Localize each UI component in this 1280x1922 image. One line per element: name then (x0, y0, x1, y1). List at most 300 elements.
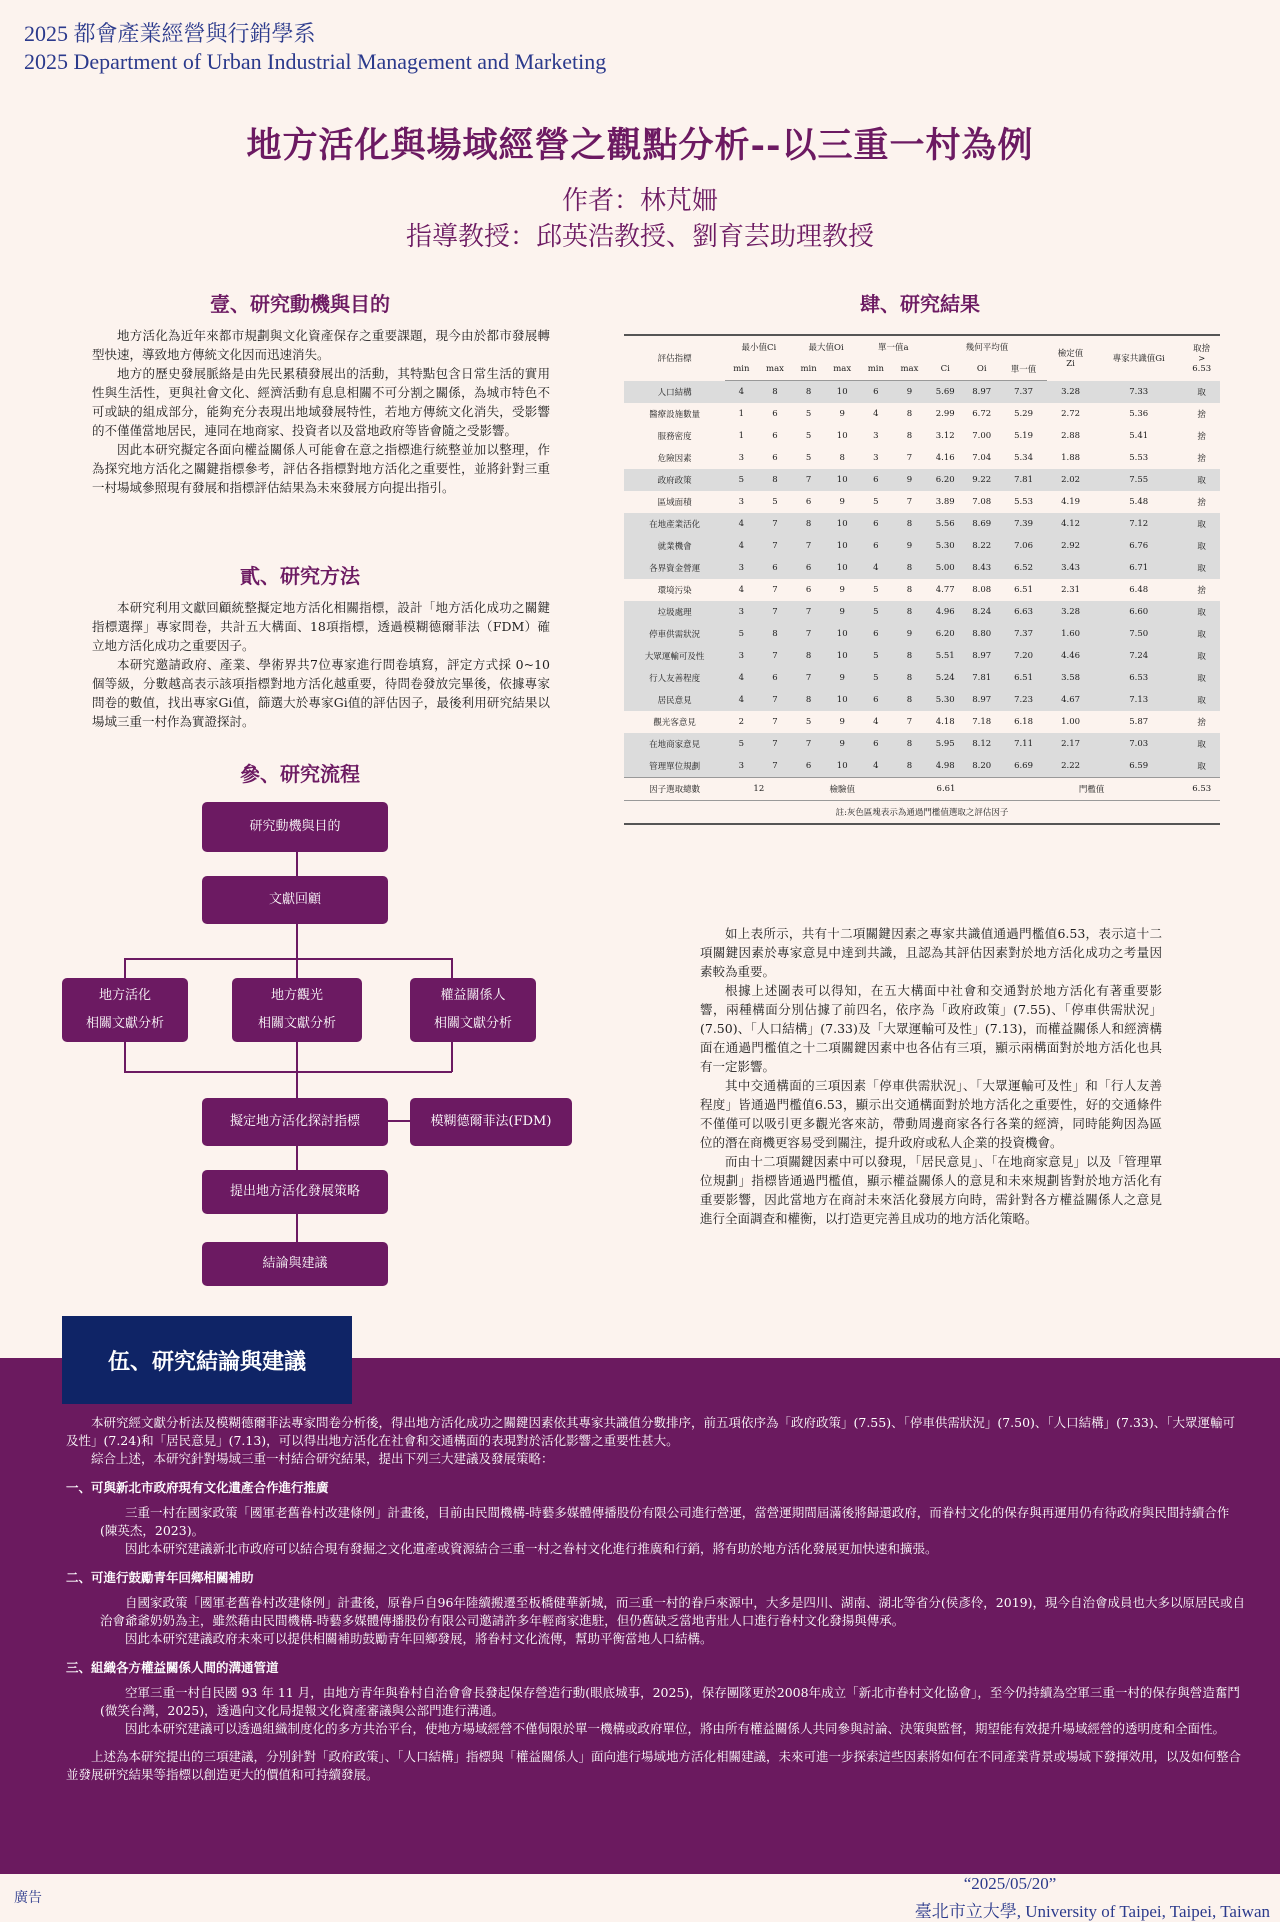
table-cell: 10 (825, 557, 860, 579)
table-cell: 10 (825, 645, 860, 667)
table-cell: 1.00 (1061, 717, 1081, 727)
s5-item-3-heading: 三、組織各方權益關係人間的溝通管道 (66, 1660, 279, 1675)
flow-label: 相關文獻分析 (433, 1016, 512, 1031)
th-max: max (892, 358, 927, 381)
table-cell: 4 (873, 717, 879, 727)
table-cell: 5 (805, 409, 812, 419)
table-row (624, 425, 1220, 447)
th-minci: 最小值Ci (741, 343, 777, 353)
results-table-wrap (624, 334, 1220, 825)
th-min: min (860, 358, 892, 381)
table-cell: 2.88 (1061, 431, 1081, 441)
table-cell: 捨 (1197, 498, 1206, 508)
table-cell: 8 (906, 585, 913, 595)
table-cell-indicator: 在地產業活化 (624, 513, 725, 535)
table-cell: 4.98 (927, 755, 964, 778)
table-cell: 9 (839, 409, 845, 419)
th-test-label: 檢定值 (1057, 349, 1084, 360)
table-cell: 7 (906, 717, 913, 727)
table-cell: 2 (738, 717, 745, 727)
table-cell: 7 (906, 497, 913, 507)
table-cell: 捨 (1197, 586, 1206, 596)
table-cell: 5 (860, 601, 892, 623)
table-cell: 取 (1183, 733, 1220, 755)
table-row (624, 557, 1220, 579)
foot-label: 因子選取總數 (624, 778, 725, 801)
table-cell: 7 (792, 601, 824, 623)
table-cell: 5.87 (1129, 717, 1149, 727)
table-cell: 2.31 (1061, 585, 1081, 595)
table-cell: 8.69 (963, 513, 1000, 535)
table-cell: 捨 (1197, 410, 1206, 420)
table-cell: 3.89 (935, 497, 955, 507)
table-cell-indicator: 管理單位規劃 (624, 755, 725, 778)
table-cell: 6 (772, 453, 778, 463)
table-cell: 5.30 (927, 535, 964, 557)
table-cell: 5 (873, 585, 879, 595)
table-cell: 3.43 (1047, 557, 1094, 579)
th-geo: 幾何平均值 (965, 343, 1009, 353)
table-cell: 8 (792, 645, 824, 667)
table-cell: 捨 (1197, 718, 1206, 728)
table-cell: 4 (725, 667, 757, 689)
table-cell: 5.36 (1129, 409, 1149, 419)
table-cell: 1 (738, 431, 745, 441)
table-cell: 8 (792, 381, 824, 404)
table-cell: 8.80 (963, 623, 1000, 645)
table-cell: 7.33 (1094, 381, 1183, 404)
table-cell: 取 (1183, 513, 1220, 535)
table-cell: 7 (792, 733, 824, 755)
table-cell: 3.28 (1047, 601, 1094, 623)
table-cell: 9 (892, 535, 927, 557)
table-cell: 5.30 (927, 689, 964, 711)
section-5-body (66, 1414, 1246, 1784)
table-cell: 4 (725, 381, 757, 404)
table-cell: 8.97 (963, 645, 1000, 667)
th-min: min (725, 358, 757, 381)
table-cell: 6.69 (1000, 755, 1047, 778)
table-cell: 捨 (1197, 454, 1206, 464)
table-cell: 6 (860, 381, 892, 404)
table-row (624, 579, 1220, 601)
table-cell: 6 (860, 689, 892, 711)
flow-label: 地方活化 (98, 988, 151, 1003)
table-cell: 5 (725, 623, 757, 645)
table-cell: 2.72 (1061, 409, 1081, 419)
table-cell: 5 (772, 497, 778, 507)
table-cell: 8 (906, 431, 913, 441)
table-cell: 6.53 (1094, 667, 1183, 689)
table-cell-indicator: 停車供需狀況 (624, 623, 725, 645)
table-cell: 8 (892, 755, 927, 778)
s5-item-1-heading: 一、可與新北市政府現有文化遺產合作進行推廣 (66, 1480, 329, 1495)
table-cell: 8 (892, 557, 927, 579)
s5-intro-1: 本研究經文獻分析法及模糊德爾菲法專家問卷分析後，得出地方活化成功之關鍵因素依其專家共識值分數排序，前五項依序為「政府政策」(7.55)、「停車供需狀況」(7.50)、「人口結構」(7.33)、「大眾運輸可及性」(7.24)和「居民意見」(7.13)，可以得出地方活化在社會和交通構面的表現對於活化影響之重要性甚大。 (66, 1415, 1236, 1448)
table-cell: 5.48 (1129, 497, 1149, 507)
table-cell: 5.00 (927, 557, 964, 579)
table-cell: 4 (873, 409, 879, 419)
table-cell: 5 (725, 469, 757, 491)
table-cell: 8.08 (972, 585, 992, 595)
poster-title: 地方活化與場域經營之觀點分析--以三重一村為例 (246, 125, 1034, 166)
table-cell: 8.97 (963, 689, 1000, 711)
table-cell: 7 (758, 689, 793, 711)
table-cell: 7.03 (1094, 733, 1183, 755)
table-cell: 6 (758, 667, 793, 689)
table-cell: 7 (792, 469, 824, 491)
th-max: max (758, 358, 793, 381)
s4-para-2: 根據上述圖表可以得知，在五大構面中社會和交通對於地方活化有著重要影響，兩種構面分別佔據了前四名，依序為「政府政策」(7.55)、「停車供需狀況」(7.50)、「人口結構」(7.33)及「大眾運輸可及性」(7.13)，而權益關係人和經濟構面在通過門檻值之十二項關鍵因素中也各佔有三項，顯示兩構面對於地方活化也具有一定影響。 (700, 983, 1162, 1074)
table-cell: 2.99 (935, 409, 955, 419)
table-cell: 取 (1183, 535, 1220, 557)
table-cell: 5.69 (927, 381, 964, 404)
table-cell: 7.39 (1000, 513, 1047, 535)
table-cell: 4.96 (927, 601, 964, 623)
th-indicator: 評估指標 (657, 354, 692, 365)
table-cell: 7.13 (1094, 689, 1183, 711)
s4-para-4: 而由十二項關鍵因素中可以發現，「居民意見」、「在地商家意見」以及「管理單位規劃」指標皆通過門檻值，顯示權益關係人的意見和未來規劃皆對於地方活化有重要影響，因此當地方在商討未來活化發展方向時，需針對各方權益關係人之意見進行全面調查和權衡，以打造更完善且成功的地方活化策略。 (700, 1154, 1162, 1226)
table-cell: 6.63 (1000, 601, 1047, 623)
th-gt: > (1198, 354, 1206, 365)
flow-connector (451, 958, 453, 978)
table-cell: 10 (825, 381, 860, 404)
table-cell-indicator: 危險因素 (657, 454, 692, 464)
flow-connector (386, 1120, 410, 1122)
s2-para-2: 本研究邀請政府、產業、學術界共7位專家進行問卷填寫，評定方式採 0~10個等級，分數越高表示該項指標對地方活化越重要，待問卷發放完畢後，依據專家問卷的數值，找出專家Gi值，篩選大於專家Gi值的評估因子，最後利用研究結果以場域三重一村作為實證探討。 (92, 657, 550, 729)
table-cell: 7.20 (1000, 645, 1047, 667)
table-cell: 7.24 (1094, 645, 1183, 667)
flow-step-indicators: 擬定地方活化探討指標 (202, 1098, 388, 1146)
table-cell: 10 (825, 689, 860, 711)
table-cell: 8.43 (963, 557, 1000, 579)
table-cell: 8 (839, 453, 845, 463)
table-cell-indicator: 醫療設施數量 (649, 410, 701, 420)
table-cell: 8 (892, 733, 927, 755)
flow-step-fdm: 模糊德爾菲法(FDM) (410, 1098, 572, 1146)
table-cell-indicator: 觀光客意見 (653, 718, 696, 728)
table-cell: 10 (825, 469, 860, 491)
flow-step-revitalization-lit (62, 978, 188, 1042)
table-cell-indicator: 居民意見 (624, 689, 725, 711)
foot-test-label: 檢驗值 (792, 778, 892, 801)
table-cell: 4.16 (935, 453, 955, 463)
table-cell: 5.41 (1129, 431, 1149, 441)
foot-thr-val: 6.53 (1183, 778, 1220, 801)
table-cell: 8.97 (963, 381, 1000, 404)
th-thr: 6.53 (1192, 364, 1212, 375)
table-cell: 4.77 (935, 585, 955, 595)
table-cell: 5.51 (927, 645, 964, 667)
table-cell: 6.60 (1094, 601, 1183, 623)
table-cell: 取 (1183, 755, 1220, 778)
table-cell: 7.00 (972, 431, 992, 441)
table-cell: 3.28 (1047, 381, 1094, 404)
table-cell: 捨 (1197, 432, 1206, 442)
flow-connector (451, 1042, 453, 1072)
s1-para-1: 地方活化為近年來都市規劃與文化資產保存之重要課題，現今由於都市發展轉型快速，導致地方傳統文化因而迅速消失。 (92, 328, 550, 362)
dept-zh: 2025 都會產業經營與行銷學系 (24, 21, 316, 46)
flow-connector (124, 1071, 452, 1073)
table-cell: 9 (825, 733, 860, 755)
th-zi: Zi (1066, 359, 1075, 370)
flow-step-strategy: 提出地方活化發展策略 (202, 1170, 388, 1214)
table-cell: 9.22 (963, 469, 1000, 491)
foot-test-val: 6.61 (892, 778, 1000, 801)
s5-item-2-para: 自國家政策「國軍老舊眷村改建條例」計畫後，原眷戶自96年陸續搬遷至板橋健華新城，而三重一村的眷戶來源中，大多是四川、湖南、湖北等省分(侯彥伶，2019)，現今自治會成員也大多以原居民或自治會爺爺奶奶為主，雖然藉由民間機構-時藝多媒體傳播股份有限公司邀請許多年輕商家進駐，但仍舊缺乏當地青壯人口進行眷村文化發揚與傳承。 (100, 1595, 1245, 1628)
table-cell: 10 (836, 431, 848, 441)
table-cell: 9 (892, 469, 927, 491)
table-cell: 4.46 (1047, 645, 1094, 667)
table-cell: 5 (873, 497, 879, 507)
table-cell: 8 (792, 689, 824, 711)
table-cell: 8 (758, 381, 793, 404)
flow-label: 相關文獻分析 (257, 1016, 336, 1031)
table-cell: 7 (758, 601, 793, 623)
table-cell: 8.12 (963, 733, 1000, 755)
flow-connector (124, 1042, 126, 1072)
flow-connector (124, 958, 452, 960)
table-cell: 9 (892, 623, 927, 645)
table-cell: 7.04 (972, 453, 992, 463)
table-cell: 5.19 (1014, 431, 1033, 441)
table-cell: 4.18 (935, 717, 955, 727)
table-cell: 4 (725, 513, 757, 535)
table-cell: 6 (860, 535, 892, 557)
table-cell: 3 (725, 557, 757, 579)
table-cell: 5 (805, 453, 812, 463)
table-cell: 7 (758, 645, 793, 667)
table-cell: 8 (892, 513, 927, 535)
table-cell: 8 (892, 689, 927, 711)
dept-en: 2025 Department of Urban Industrial Management and Marketing (24, 49, 607, 74)
flow-step-motivation: 研究動機與目的 (202, 802, 388, 852)
s4-para-3: 其中交通構面的三項因素「停車供需狀況」、「大眾運輸可及性」和「行人友善程度」皆通過門檻值6.53，顯示出交通構面對於地方活化之重要性，好的交通條件不僅僅可以吸引更多觀光客來訪，帶動周邊商家各行各業的經濟，同時能夠因為區位的潛在商機更容易受到關注，提升政府或私人企業的投資機會。 (700, 1078, 1162, 1150)
table-cell: 取 (1183, 557, 1220, 579)
table-cell: 3 (725, 601, 757, 623)
table-cell: 7 (758, 513, 793, 535)
th-ci: Ci (927, 358, 964, 381)
table-cell-indicator: 行人友善程度 (624, 667, 725, 689)
table-cell: 3 (725, 645, 757, 667)
table-cell: 7.23 (1000, 689, 1047, 711)
section-1-title: 壹、研究動機與目的 (210, 292, 390, 316)
table-cell: 2.92 (1047, 535, 1094, 557)
table-cell: 7 (792, 535, 824, 557)
table-cell: 3.12 (935, 431, 955, 441)
table-cell-indicator: 就業機會 (624, 535, 725, 557)
table-row (624, 513, 1220, 535)
table-row (624, 689, 1220, 711)
table-cell: 1 (738, 409, 745, 419)
table-cell: 4.19 (1061, 497, 1081, 507)
table-cell: 6 (792, 557, 824, 579)
table-cell: 3 (873, 453, 879, 463)
department-header (24, 20, 606, 76)
flow-connector (124, 958, 126, 978)
flow-step-conclusion: 結論與建議 (202, 1242, 388, 1286)
table-row (624, 469, 1220, 491)
table-cell: 4 (860, 557, 892, 579)
table-row (624, 667, 1220, 689)
flow-label: 權益關係人 (440, 988, 506, 1003)
table-cell: 7.55 (1094, 469, 1183, 491)
table-cell: 7.50 (1094, 623, 1183, 645)
table-cell: 6 (805, 497, 812, 507)
s1-para-3: 因此本研究擬定各面向權益關係人可能會在意之指標進行統整並加以整理，作為探究地方活化之關鍵指標參考，評估各指標對地方活化之重要性，並將針對三重一村場域參照現有發展和指標評估結果為未來發展方向提出指引。 (92, 442, 550, 495)
section-2-body (92, 598, 550, 731)
table-cell: 2.02 (1047, 469, 1094, 491)
table-cell: 5.56 (927, 513, 964, 535)
s5-item-1-para: 因此本研究建議新北市政府可以結合現有發掘之文化遺產或資源結合三重一村之眷村文化進行推廣和行銷，將有助於地方活化發展更加快速和擴張。 (125, 1541, 938, 1556)
table-cell: 5 (860, 667, 892, 689)
table-cell: 6.20 (927, 623, 964, 645)
s5-item-3-para: 空軍三重一村自民國 93 年 11 月，由地方青年與眷村自治會會長發起保存營造行動(眼底城事，2025)，保存團隊更於2008年成立「新北市眷村文化協會」，至今仍持續為空軍三重一村的保存與營造奮鬥(微笑台灣，2025)，透過向文化局提報文化資產審議與公部門進行溝通。 (100, 1685, 1240, 1718)
flow-label: 相關文獻分析 (85, 1016, 164, 1031)
table-note: 註:灰色區塊表示為通過門檻值選取之評估因子 (835, 808, 1009, 818)
table-cell: 6.72 (972, 409, 992, 419)
table-cell: 2.17 (1047, 733, 1094, 755)
table-row (624, 755, 1220, 778)
table-cell: 5.53 (1014, 497, 1033, 507)
table-cell: 6 (860, 469, 892, 491)
table-cell: 5 (725, 733, 757, 755)
table-row (624, 447, 1220, 469)
table-cell: 7.37 (1000, 381, 1047, 404)
table-row (624, 623, 1220, 645)
s5-outro: 上述為本研究提出的三項建議，分別針對「政府政策」、「人口結構」指標與「權益關係人」面向進行場域地方活化相關建議，未來可進一步探索這些因素將如何在不同產業背景或場域下發揮效用，以及如何整合並發展研究結果等指標以創造更大的價值和可持續發展。 (66, 1749, 1242, 1782)
table-cell: 取 (1183, 689, 1220, 711)
table-cell: 6.48 (1129, 585, 1149, 595)
flow-step-literature: 文獻回顧 (202, 876, 388, 924)
section-5-title: 伍、研究結論與建議 (62, 1316, 352, 1404)
s1-para-2: 地方的歷史發展脈絡是由先民累積發展出的活動，其特點包含日常生活的實用性與生活性，更與社會文化、經濟活動有息息相關不可分割之關係，為城市特色不可或缺的組成部分，能夠充分表現出地域發展特性，若地方傳統文化消失，受影響的不僅僅當地居民，連同在地商家、投資者以及當地政府等皆會隨之受影響。 (92, 366, 550, 438)
table-cell-indicator: 環境污染 (657, 586, 692, 596)
table-cell: 9 (839, 717, 845, 727)
table-row (624, 645, 1220, 667)
section-4-title: 肆、研究結果 (860, 292, 980, 316)
table-row (624, 733, 1220, 755)
table-cell-indicator: 各界資金營運 (624, 557, 725, 579)
table-cell: 5.95 (927, 733, 964, 755)
table-cell: 5.34 (1014, 453, 1033, 463)
footer-date: “2025/05/20” (963, 1874, 1057, 1893)
section-2-title: 貳、研究方法 (240, 564, 360, 588)
table-cell: 3 (873, 431, 879, 441)
table-cell-indicator: 服務密度 (657, 432, 692, 442)
table-cell: 取 (1183, 645, 1220, 667)
table-cell: 10 (825, 535, 860, 557)
table-cell-indicator: 在地商家意見 (624, 733, 725, 755)
th-maxoi: 最大值Oi (808, 343, 844, 353)
table-cell: 4 (860, 755, 892, 778)
table-cell: 4 (725, 689, 757, 711)
table-cell: 8 (892, 645, 927, 667)
table-cell-indicator: 大眾運輸可及性 (624, 645, 725, 667)
table-cell: 6.18 (1014, 717, 1033, 727)
section-1-body (92, 326, 550, 497)
table-cell: 5.53 (1129, 453, 1149, 463)
section-4-body (700, 924, 1162, 1228)
table-cell: 5.29 (1014, 409, 1033, 419)
table-cell: 1.88 (1061, 453, 1081, 463)
table-cell: 7 (758, 755, 793, 778)
s2-para-1: 本研究利用文獻回顧統整擬定地方活化相關指標，設計「地方活化成功之關鍵指標選擇」專家問卷，共計五大構面、18項指標，透過模糊德爾菲法（FDM）確立地方活化成功之重要因子。 (92, 600, 550, 653)
table-cell: 7.06 (1000, 535, 1047, 557)
flow-step-tourism-lit (232, 978, 362, 1042)
table-cell: 7.11 (1000, 733, 1047, 755)
table-cell: 1.60 (1047, 623, 1094, 645)
table-cell-indicator: 人口結構 (624, 381, 725, 404)
table-row (624, 381, 1220, 404)
s4-para-1: 如上表所示，共有十二項關鍵因素之專家共識值通過門檻值6.53，表示這十二項關鍵因素於專家意見中達到共識，且認為其評估因素對於地方活化成功之考量因素較為重要。 (700, 926, 1162, 979)
table-cell: 8.20 (963, 755, 1000, 778)
flow-connector (296, 1142, 298, 1170)
table-cell: 6.51 (1014, 585, 1033, 595)
table-cell: 6 (758, 557, 793, 579)
table-cell: 7.18 (972, 717, 992, 727)
table-cell: 7 (758, 733, 793, 755)
table-cell: 7 (772, 717, 778, 727)
table-cell: 取 (1183, 667, 1220, 689)
table-cell: 7 (792, 667, 824, 689)
table-cell: 4 (725, 535, 757, 557)
th-min: min (792, 358, 824, 381)
table-row (624, 491, 1220, 513)
table-cell: 9 (892, 381, 927, 404)
table-row (624, 711, 1220, 733)
table-cell: 6.20 (927, 469, 964, 491)
table-cell: 6.76 (1094, 535, 1183, 557)
table-cell: 6 (772, 409, 778, 419)
table-cell: 8 (892, 667, 927, 689)
th-max: max (825, 358, 860, 381)
table-cell: 取 (1183, 623, 1220, 645)
flow-step-stakeholder-lit (410, 978, 536, 1042)
table-cell: 5.24 (927, 667, 964, 689)
table-cell: 4 (738, 585, 745, 595)
th-sv: 單一值 (1000, 358, 1047, 381)
table-cell: 6 (860, 733, 892, 755)
table-cell: 7.81 (963, 667, 1000, 689)
table-cell: 6.52 (1000, 557, 1047, 579)
table-cell: 8.24 (963, 601, 1000, 623)
author: 作者：林芃姍 (561, 186, 718, 216)
table-row (624, 535, 1220, 557)
table-cell: 5 (805, 431, 812, 441)
table-cell: 6.71 (1094, 557, 1183, 579)
table-cell: 6 (860, 513, 892, 535)
table-cell: 3 (725, 755, 757, 778)
table-cell-indicator: 區域面積 (657, 498, 692, 508)
table-cell: 5 (860, 645, 892, 667)
th-keep-label: 取捨 (1193, 344, 1211, 355)
foot-count: 12 (725, 778, 792, 801)
table-cell-indicator: 政府政策 (624, 469, 725, 491)
table-cell: 4.12 (1047, 513, 1094, 535)
th-single: 單一值a (878, 343, 909, 353)
table-cell: 7 (772, 585, 778, 595)
table-cell: 7 (758, 535, 793, 557)
table-cell: 8 (758, 469, 793, 491)
table-cell: 6.51 (1000, 667, 1047, 689)
table-cell: 7.08 (972, 497, 992, 507)
foot-thr-label: 門檻值 (1000, 778, 1183, 801)
table-cell: 10 (825, 623, 860, 645)
th-gi: 專家共識值Gi (1112, 354, 1165, 365)
flow-label: 地方觀光 (270, 988, 323, 1003)
table-cell: 7.81 (1000, 469, 1047, 491)
